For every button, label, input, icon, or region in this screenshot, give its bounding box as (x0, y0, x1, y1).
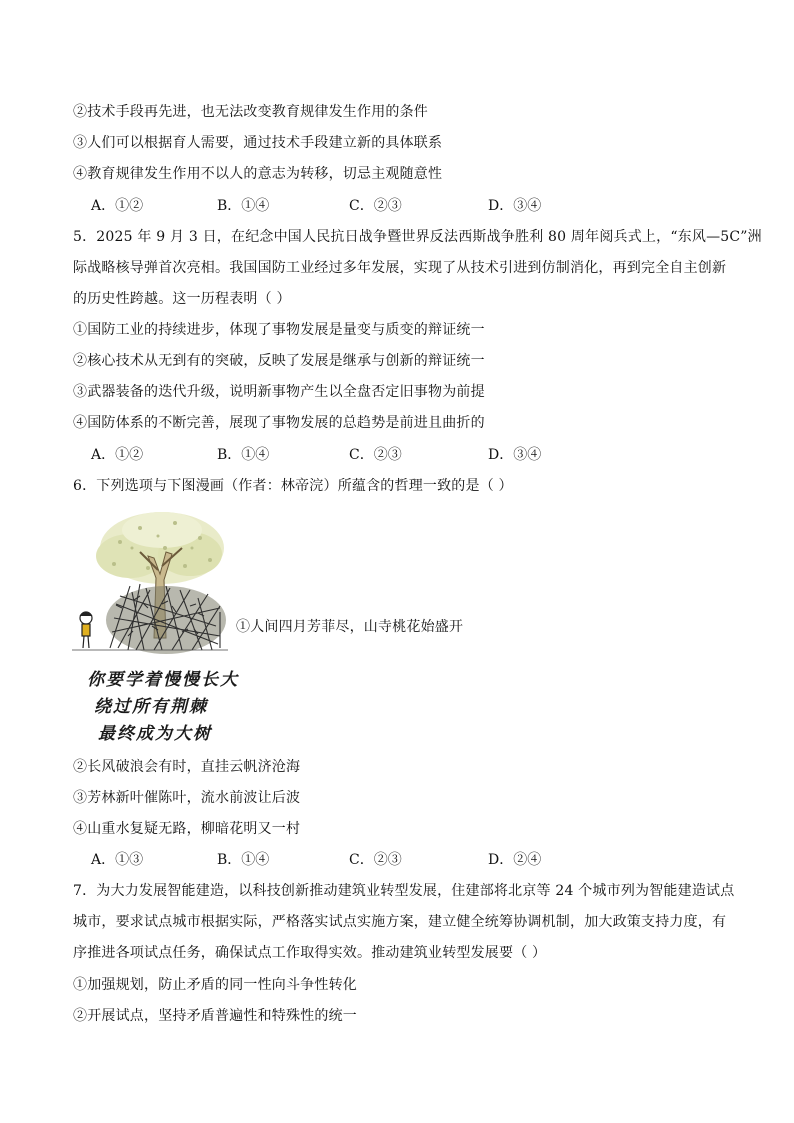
q5-item-1: ①国防工业的持续进步，体现了事物发展是量变与质变的辩证统一 (73, 322, 485, 338)
q7-stem-line-2: 城市，要求试点城市根据实际，严格落实试点实施方案，建立健全统筹协调机制，加大政策支持力度，有 (73, 914, 727, 930)
q6-stem: 6．下列选项与下图漫画（作者：林帝浣）所蕴含的哲理一致的是（ ） (73, 478, 513, 494)
q4-item-3: ③人们可以根据育人需要，通过技术手段建立新的具体联系 (73, 135, 443, 151)
cartoon-caption-3: 最终成为大树 (98, 724, 212, 744)
q5-item-3: ③武器装备的迭代升级，说明新事物产生以全盘否定旧事物为前提 (73, 384, 485, 400)
q7-stem-line-1: 7．为大力发展智能建造，以科技创新推动建筑业转型发展，住建部将北京等 24 个城市列为智能建造试点 (73, 883, 735, 899)
q6-item-3: ③芳林新叶催陈叶，流水前波让后波 (73, 790, 301, 806)
q7-stem-line-3: 序推进各项试点任务，确保试点工作取得实效。推动建筑业转型发展要（ ） (73, 945, 547, 961)
q4-option-c: C．②③ (349, 198, 402, 214)
q4-option-b: B．①④ (217, 198, 270, 214)
cartoon-caption-2: 绕过所有荆棘 (94, 697, 208, 717)
q7-item-1: ①加强规划，防止矛盾的同一性向斗争性转化 (73, 977, 357, 993)
q7-item-2: ②开展试点，坚持矛盾普遍性和特殊性的统一 (73, 1008, 357, 1024)
q4-option-d: D．③④ (488, 198, 542, 214)
q6-option-c: C．②③ (349, 852, 402, 868)
q5-option-c: C．②③ (349, 447, 402, 463)
q5-option-a: A．①② (91, 447, 144, 463)
q5-stem-line-2: 际战略核导弹首次亮相。我国国防工业经过多年发展，实现了从技术引进到仿制消化，再到完全自主创新 (73, 260, 727, 276)
q5-item-2: ②核心技术从无到有的突破，反映了发展是继承与创新的辩证统一 (73, 353, 485, 369)
child-figure (80, 612, 92, 648)
q5-option-b: B．①④ (217, 447, 270, 463)
q6-item-1: ①人间四月芳菲尽，山寺桃花始盛开 (236, 619, 464, 635)
q6-option-a: A．①③ (91, 852, 144, 868)
thorn-bush (106, 584, 226, 654)
q6-option-d: D．②④ (488, 852, 542, 868)
q5-item-4: ④国防体系的不断完善，展现了事物发展的总趋势是前进且曲折的 (73, 415, 485, 431)
q4-item-2: ②技术手段再先进，也无法改变教育规律发生作用的条件 (73, 104, 428, 120)
q6-item-2: ②长风破浪会有时，直挂云帆济沧海 (73, 759, 301, 775)
q6-item-4: ④山重水复疑无路，柳暗花明又一村 (73, 821, 301, 837)
q6-option-b: B．①④ (217, 852, 270, 868)
q5-option-d: D．③④ (488, 447, 542, 463)
q4-item-4: ④教育规律发生作用不以人的意志为转移，切忌主观随意性 (73, 166, 443, 182)
q5-stem-line-1: 5．2025 年 9 月 3 日，在纪念中国人民抗日战争暨世界反法西斯战争胜利 80 周年阅兵式上，“东风—5C”洲 (73, 229, 762, 245)
q5-stem-line-3: 的历史性跨越。这一历程表明（ ） (73, 291, 291, 307)
q4-option-a: A．①② (91, 198, 144, 214)
cartoon-caption-1: 你要学着慢慢长大 (87, 670, 239, 690)
